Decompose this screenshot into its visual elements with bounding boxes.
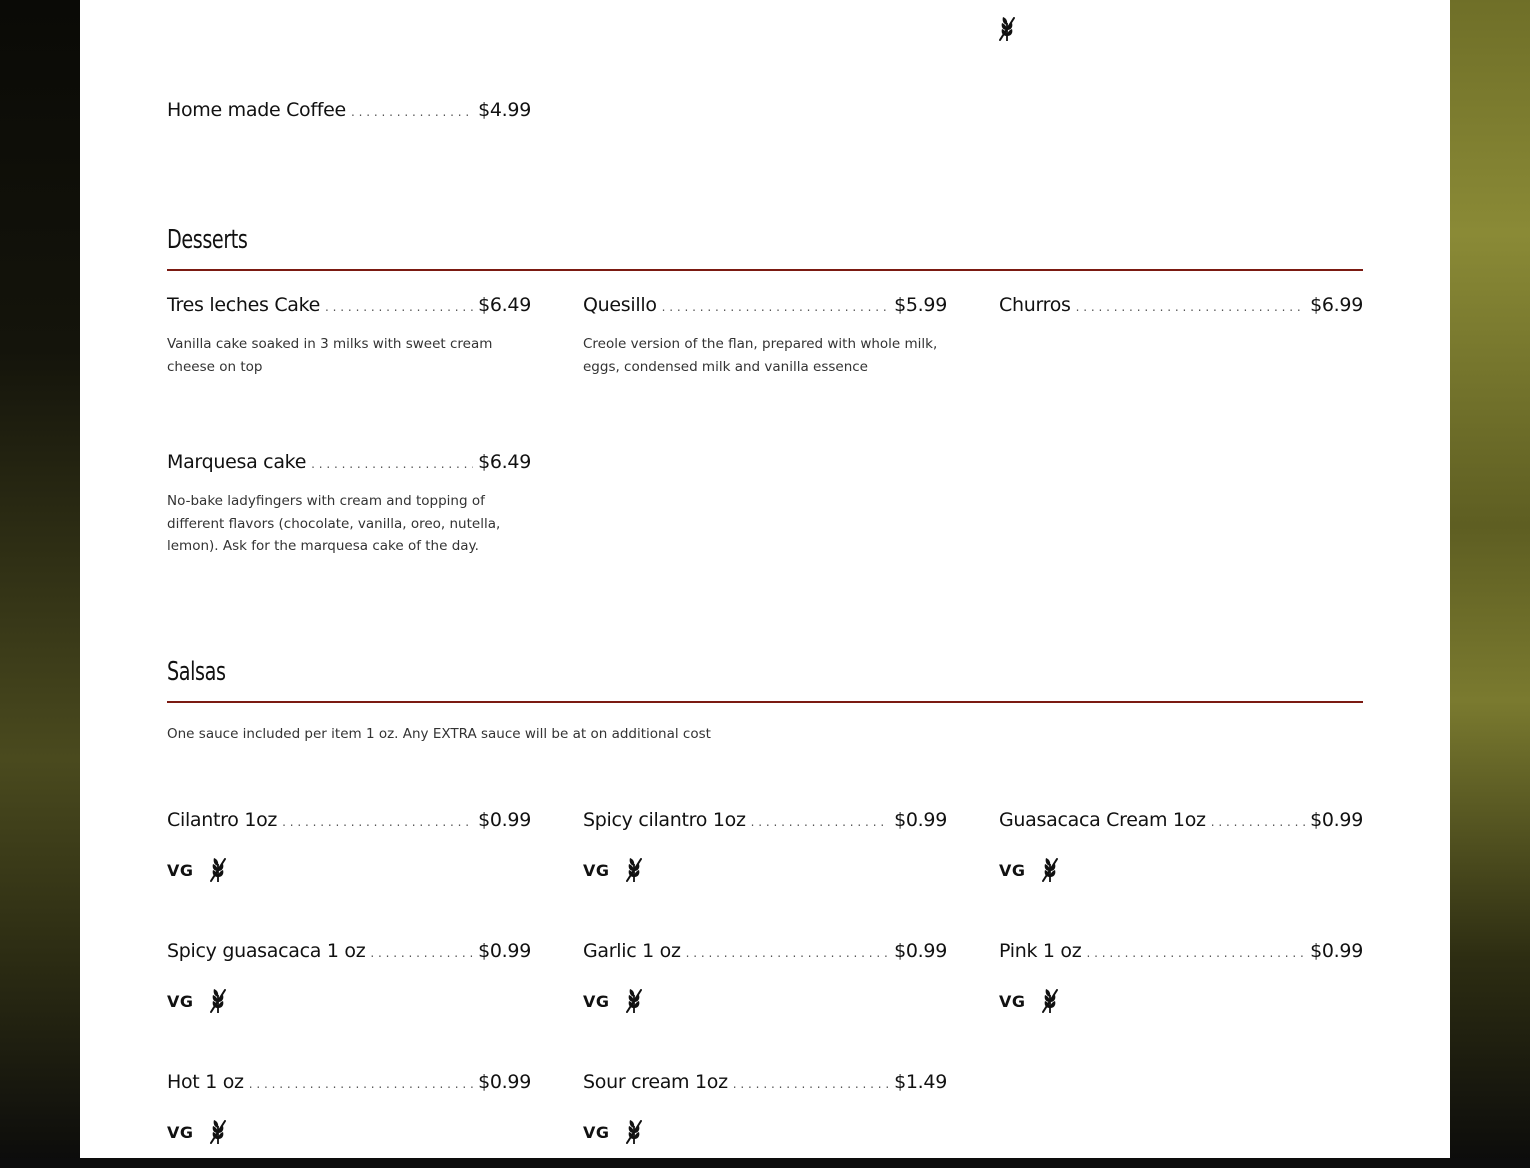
gluten-free-icon (1040, 856, 1060, 884)
dot-leader (733, 1077, 889, 1091)
item-name: Churros (999, 294, 1071, 316)
dietary-badges (583, 856, 644, 884)
menu-item-cilantro (167, 809, 531, 831)
gluten-free-icon (624, 987, 644, 1015)
menu-item-quesillo (583, 294, 947, 316)
menu-item-churros (999, 294, 1363, 316)
menu-item-coffee (167, 99, 531, 121)
section-divider (167, 701, 1363, 703)
gluten-free-icon (208, 987, 228, 1015)
menu-item-spicy-guasacaca (167, 940, 531, 962)
vegan-badge: VG (583, 991, 610, 1011)
dietary-badges (167, 856, 228, 884)
item-price: $6.49 (478, 451, 531, 473)
menu-item-pink (999, 940, 1363, 962)
menu-item-sour-cream (583, 1071, 947, 1093)
dot-leader (1076, 300, 1305, 314)
item-price: $0.99 (1310, 940, 1363, 962)
gluten-free-icon (624, 1118, 644, 1146)
item-name: Quesillo (583, 294, 657, 316)
item-description: Creole version of the flan, prepared with whole milk, eggs, condensed milk and vanilla essence (583, 336, 938, 375)
dot-leader (249, 1077, 473, 1091)
dietary-badges (167, 1118, 228, 1146)
dot-leader (751, 815, 889, 829)
item-name: Home made Coffee (167, 99, 346, 121)
gluten-free-icon (997, 15, 1017, 43)
vegan-badge: VG (167, 991, 194, 1011)
item-name: Tres leches Cake (167, 294, 321, 316)
menu-item-garlic (583, 940, 947, 962)
vegan-badge: VG (583, 860, 610, 880)
item-name: Garlic 1 oz (583, 940, 681, 962)
vegan-badge: VG (999, 860, 1026, 880)
dietary-badges (167, 987, 228, 1015)
gluten-free-icon (624, 856, 644, 884)
menu-item-guasacaca-cream (999, 809, 1363, 831)
menu-item-hot (167, 1071, 531, 1093)
section-divider (167, 269, 1363, 271)
item-price: $5.99 (894, 294, 947, 316)
item-price: $0.99 (1310, 809, 1363, 831)
dietary-badges (999, 856, 1060, 884)
background-right (1450, 0, 1530, 1168)
item-price: $6.49 (478, 294, 531, 316)
vegan-badge: VG (583, 1122, 610, 1142)
item-price: $0.99 (478, 1071, 531, 1093)
item-name: Pink 1 oz (999, 940, 1082, 962)
item-description: No-bake ladyfingers with cream and topping of different flavors (chocolate, vanilla, oreo, nutella, lemon). Ask for the marquesa cake of the day. (167, 493, 501, 554)
dot-leader (311, 457, 473, 471)
section-title-desserts: Desserts (167, 225, 248, 255)
item-name: Guasacaca Cream 1oz (999, 809, 1206, 831)
dot-leader (325, 300, 473, 314)
menu-item-marquesa (167, 451, 531, 473)
dietary-badges (999, 987, 1060, 1015)
dot-leader (282, 815, 473, 829)
item-name: Marquesa cake (167, 451, 307, 473)
item-price: $4.99 (478, 99, 531, 121)
gluten-free-icon (208, 1118, 228, 1146)
dot-leader (686, 946, 889, 960)
item-price: $0.99 (478, 809, 531, 831)
dot-leader (1211, 815, 1305, 829)
vegan-badge: VG (167, 860, 194, 880)
item-name: Hot 1 oz (167, 1071, 244, 1093)
dot-leader (662, 300, 889, 314)
item-price: $0.99 (894, 809, 947, 831)
item-description: Vanilla cake soaked in 3 milks with sweet cream cheese on top (167, 336, 493, 375)
item-price: $0.99 (478, 940, 531, 962)
menu-item-spicy-cilantro (583, 809, 947, 831)
background-bottom (0, 1158, 1530, 1168)
background-left (0, 0, 80, 1168)
item-name: Sour cream 1oz (583, 1071, 728, 1093)
dietary-badges (583, 1118, 644, 1146)
vegan-badge: VG (167, 1122, 194, 1142)
dot-leader (370, 946, 473, 960)
menu-panel (80, 0, 1450, 1158)
item-name: Spicy guasacaca 1 oz (167, 940, 366, 962)
dot-leader (1086, 946, 1305, 960)
item-name: Cilantro 1oz (167, 809, 278, 831)
gluten-free-icon (1040, 987, 1060, 1015)
vegan-badge: VG (999, 991, 1026, 1011)
dot-leader (351, 105, 473, 119)
item-price: $1.49 (894, 1071, 947, 1093)
item-price: $0.99 (894, 940, 947, 962)
dietary-badges (583, 987, 644, 1015)
item-name: Spicy cilantro 1oz (583, 809, 746, 831)
gluten-free-icon (208, 856, 228, 884)
section-title-salsas: Salsas (167, 657, 226, 687)
item-price: $6.99 (1310, 294, 1363, 316)
menu-item-tres-leches (167, 294, 531, 316)
section-note: One sauce included per item 1 oz. Any EXTRA sauce will be at on additional cost (167, 726, 711, 742)
